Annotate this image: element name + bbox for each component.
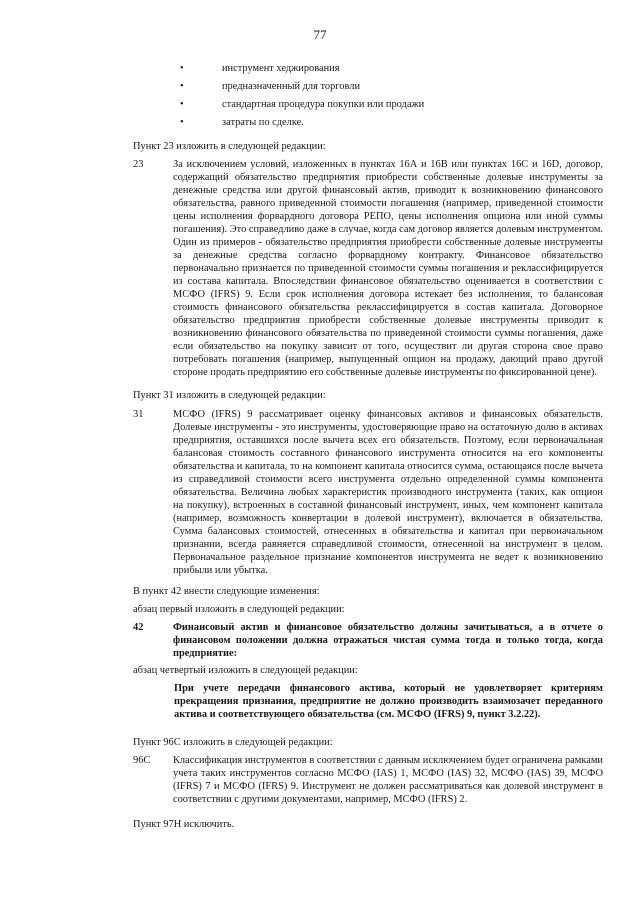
bullet-list [180,60,424,132]
paragraph-42-4-text: При учете передачи финансового актива, который не удовлетворяет критериям прекращения признания, предприятие не должно производить взаимозачет переданного актива и соответствующего обязательства (см. МСФО (IFRS) 9, пункт 3.2.22). [174,683,603,720]
amendment-note-23: Пункт 23 изложить в следующей редакции: [133,141,326,152]
bullet-mark: • [180,81,184,92]
paragraph-text: За исключением условий, изложенных в пунктах 16А и 16В или пунктах 16С и 16D, договор, содержащий обязательство предприятия приобрести собственные долевые инструменты за денежные средства или другой финансовый актив, приводит к возникновению финансового обязательства, равного приведенной стоимости погашения (например, приведенной стоимости цены исполнения форвардного договора РЕПО, цены исполнения опциона или иной суммы погашения). Это справедливо даже в случае, когда сам договор является долевым инструментом. Один из примеров - обязательство предприятия приобрести собственные долевые инструменты за денежные средства согласно форвардному контракту. Финансовое обязательство первоначально признается по приведенной стоимости суммы погашения и реклассифицируется из состава капитала. Впоследствии финансовое обязательство оценивается в соответствии с МСФО (IFRS) 9. Если срок исполнения договора истекает без исполнения, то балансовая стоимость финансового обязательства реклассифицируется в состав капитала. Договорное обязательство предприятия приобрести собственные долевые инструменты приводит к возникновению финансового обязательства по приведенной стоимости суммы погашения, даже если обязательство на покупку зависит от того, осуществит ли другая сторона свое право потребовать погашения (например, выпущенный опцион на продажу, дающий право другой стороне продать предприятию его собственные долевые инструменты по фиксированной цене). [173,159,603,378]
bullet-mark: • [180,63,184,74]
paragraph-96c [133,754,603,806]
bullet-mark: • [180,99,184,110]
page-number: 77 [313,27,327,42]
list-item-text: стандартная процедура покупки или продажи [222,99,425,110]
amendment-note-42: В пункт 42 внести следующие изменения: [133,586,320,597]
paragraph-23 [133,158,603,379]
list-item [180,60,424,78]
list-item [180,114,424,132]
paragraph-number: 31 [133,409,144,420]
paragraph-text: Классификация инструментов в соответствии с данным исключением будет ограничена рамками учета таких инструментов согласно МСФО (IAS) 1, МСФО (IAS) 32, МСФО (IAS) 39, МСФО (IFRS) 7 и МСФО (IFRS) 9. Инструмент не должен рассматриваться как долевой инструмент в соответствии с другими документами, например, МСФО (IFRS) 2. [173,755,603,805]
amendment-note-42-paragraph-4: абзац четвертый изложить в следующей редакции: [133,665,358,676]
paragraph-text: МСФО (IFRS) 9 рассматривает оценку финансовых активов и финансовых обязательств. Долевые инструменты - это инструменты, удостоверяющие право на остаточную долю в активах предприятия, оставшихся после вычета всех его обязательств. Поэтому, если первоначальная балансовая стоимость составного финансового инструмента относится на его компоненты обязательства и капитала, то на компонент капитала относится сумма, остающаяся после вычета из справедливой стоимости всего инструмента отдельно определенной суммы компонента обязательства. Величина любых характеристик производного инструмента (таких, как опцион на покупку), встроенных в составной финансовый инструмент, иных, чем компонент капитала (например, возможность конвертации в долевой инструмент), включается в обязательства. Сумма балансовых стоимостей, отнесенных в обязательства и капитал при первоначальном признании, всегда равняется справедливой стоимости, отнесенной на инструмент в целом. Первоначальное раздельное признание компонентов инструмента не ведет к возникновению прибыли или убытка. [173,409,603,576]
paragraph-31 [133,408,603,577]
paragraph-42 [133,621,603,660]
list-item-text: предназначенный для торговли [222,81,361,92]
amendment-note-31: Пункт 31 изложить в следующей редакции: [133,390,326,401]
paragraph-text: Финансовый актив и финансовое обязательство должны зачитываться, а в отчете о финансовом положении должна отражаться чистая сумма тогда и только тогда, когда предприятие: [173,622,603,659]
paragraph-number: 96С [133,755,151,766]
list-item [180,78,424,96]
paragraph-number: 42 [133,622,144,633]
bullet-mark: • [180,117,184,128]
list-item-text: затраты по сделке. [222,117,304,128]
amendment-note-96c: Пункт 96С изложить в следующей редакции: [133,737,333,748]
amendment-note-42-paragraph-1: абзац первый изложить в следующей редакции: [133,604,345,615]
list-item [180,96,424,114]
paragraph-number: 23 [133,159,144,170]
amendment-note-97h: Пункт 97Н исключить. [133,819,235,830]
list-item-text: инструмент хеджирования [222,63,340,74]
